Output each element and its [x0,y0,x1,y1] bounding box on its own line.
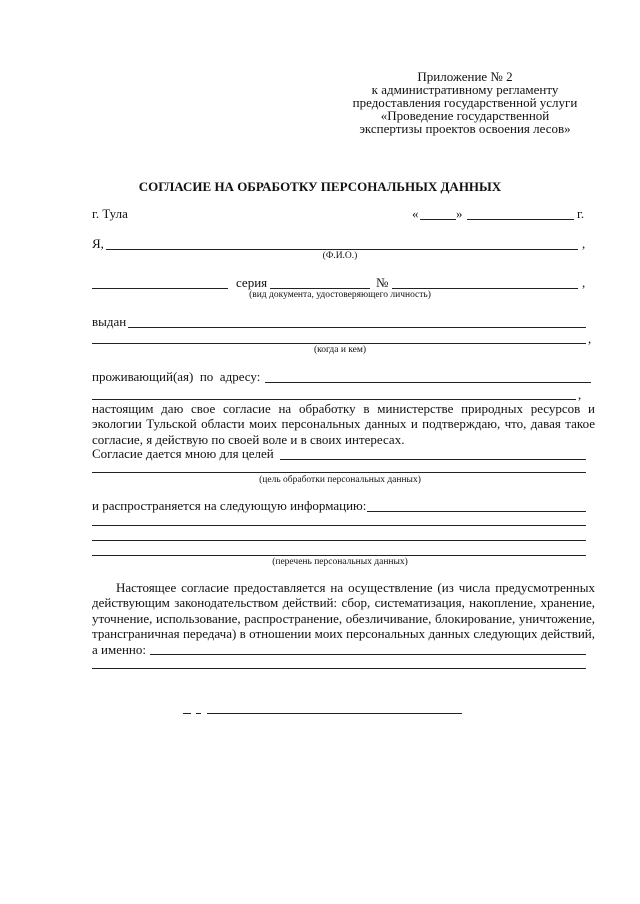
document-series-field[interactable] [270,288,370,289]
consent-paragraph [92,401,595,447]
consent-line: настоящим даю свое согласие на обработку в министерстве природных ресурсов и [92,401,595,416]
appendix-line: Приложение № 2 [417,69,513,84]
actions-paragraph [92,580,595,657]
date-month-year-field[interactable] [467,219,574,220]
info-field-3[interactable] [92,540,586,541]
date-year-suffix: г. [577,206,585,221]
date-day-field[interactable] [420,219,456,220]
end-rule-dash [196,713,201,714]
issued-field-2[interactable] [92,343,586,344]
address-field-2[interactable] [92,399,576,400]
actions-line: действующим законодательством действий: сбор, систематизация, накопление, хранение, [92,595,595,611]
consent-line: согласие, я действую по своей воле и в своих интересах. [92,431,405,447]
info-field-1[interactable] [367,511,586,512]
issued-label: выдан [92,314,127,329]
purpose-field-2[interactable] [92,472,586,473]
end-rule-dash [183,713,191,714]
document-number-field[interactable] [392,288,578,289]
actions-field-1[interactable] [150,654,586,655]
fio-suffix: , [582,236,586,251]
appendix-line: к административному регламенту [371,82,559,97]
date-close-quote: » [456,206,463,221]
fio-field[interactable] [106,249,578,250]
appendix-line: «Проведение государственной [380,108,550,123]
actions-last-label: а именно: [92,641,146,657]
issued-caption: (когда и кем) [313,345,367,355]
issued-field-1[interactable] [128,327,586,328]
document-suffix: , [582,275,586,290]
consent-line: экологии Тульской области моих персональных данных и подтверждаю, что, давая такое [92,416,595,432]
info-caption: (перечень персональных данных) [272,557,408,567]
date-open-quote: « [412,206,419,221]
info-field-4[interactable] [92,555,586,556]
place-label: г. Тула [92,206,128,221]
actions-line: уточнение, использование, распространение, обезличивание, блокирование, уничтожение, [92,610,595,626]
purpose-field-1[interactable] [280,459,586,460]
actions-line: трансграничная передача) в отношении моих персональных данных следующих действий, [92,626,595,642]
document-type-field[interactable] [92,288,228,289]
purpose-caption: (цель обработки персональных данных) [259,475,421,485]
purpose-label: Согласие дается мною для целей [92,446,274,461]
appendix-line: предоставления государственной услуги [352,95,578,110]
address-field-1[interactable] [265,382,591,383]
appendix-line: экспертизы проектов освоения лесов» [359,121,571,136]
address-label: проживающий(ая) по адресу: [92,369,261,384]
appendix-header [330,70,600,135]
actions-field-2[interactable] [92,668,586,669]
end-rule [207,713,462,714]
actions-line: Настоящее согласие предоставляется на осуществление (из числа предусмотренных [116,580,595,595]
issued-suffix: , [588,331,592,346]
document-caption: (вид документа, удостоверяющего личность) [249,290,431,300]
fio-prefix: Я, [92,236,104,251]
info-label: и распространяется на следующую информацию: [92,498,367,513]
document-series-label: серия [236,275,268,290]
document-number-label: № [376,275,389,290]
info-field-2[interactable] [92,525,586,526]
fio-caption: (Ф.И.О.) [322,251,358,261]
document-title: СОГЛАСИЕ НА ОБРАБОТКУ ПЕРСОНАЛЬНЫХ ДАННЫХ [138,179,502,194]
address-suffix: , [578,387,582,402]
